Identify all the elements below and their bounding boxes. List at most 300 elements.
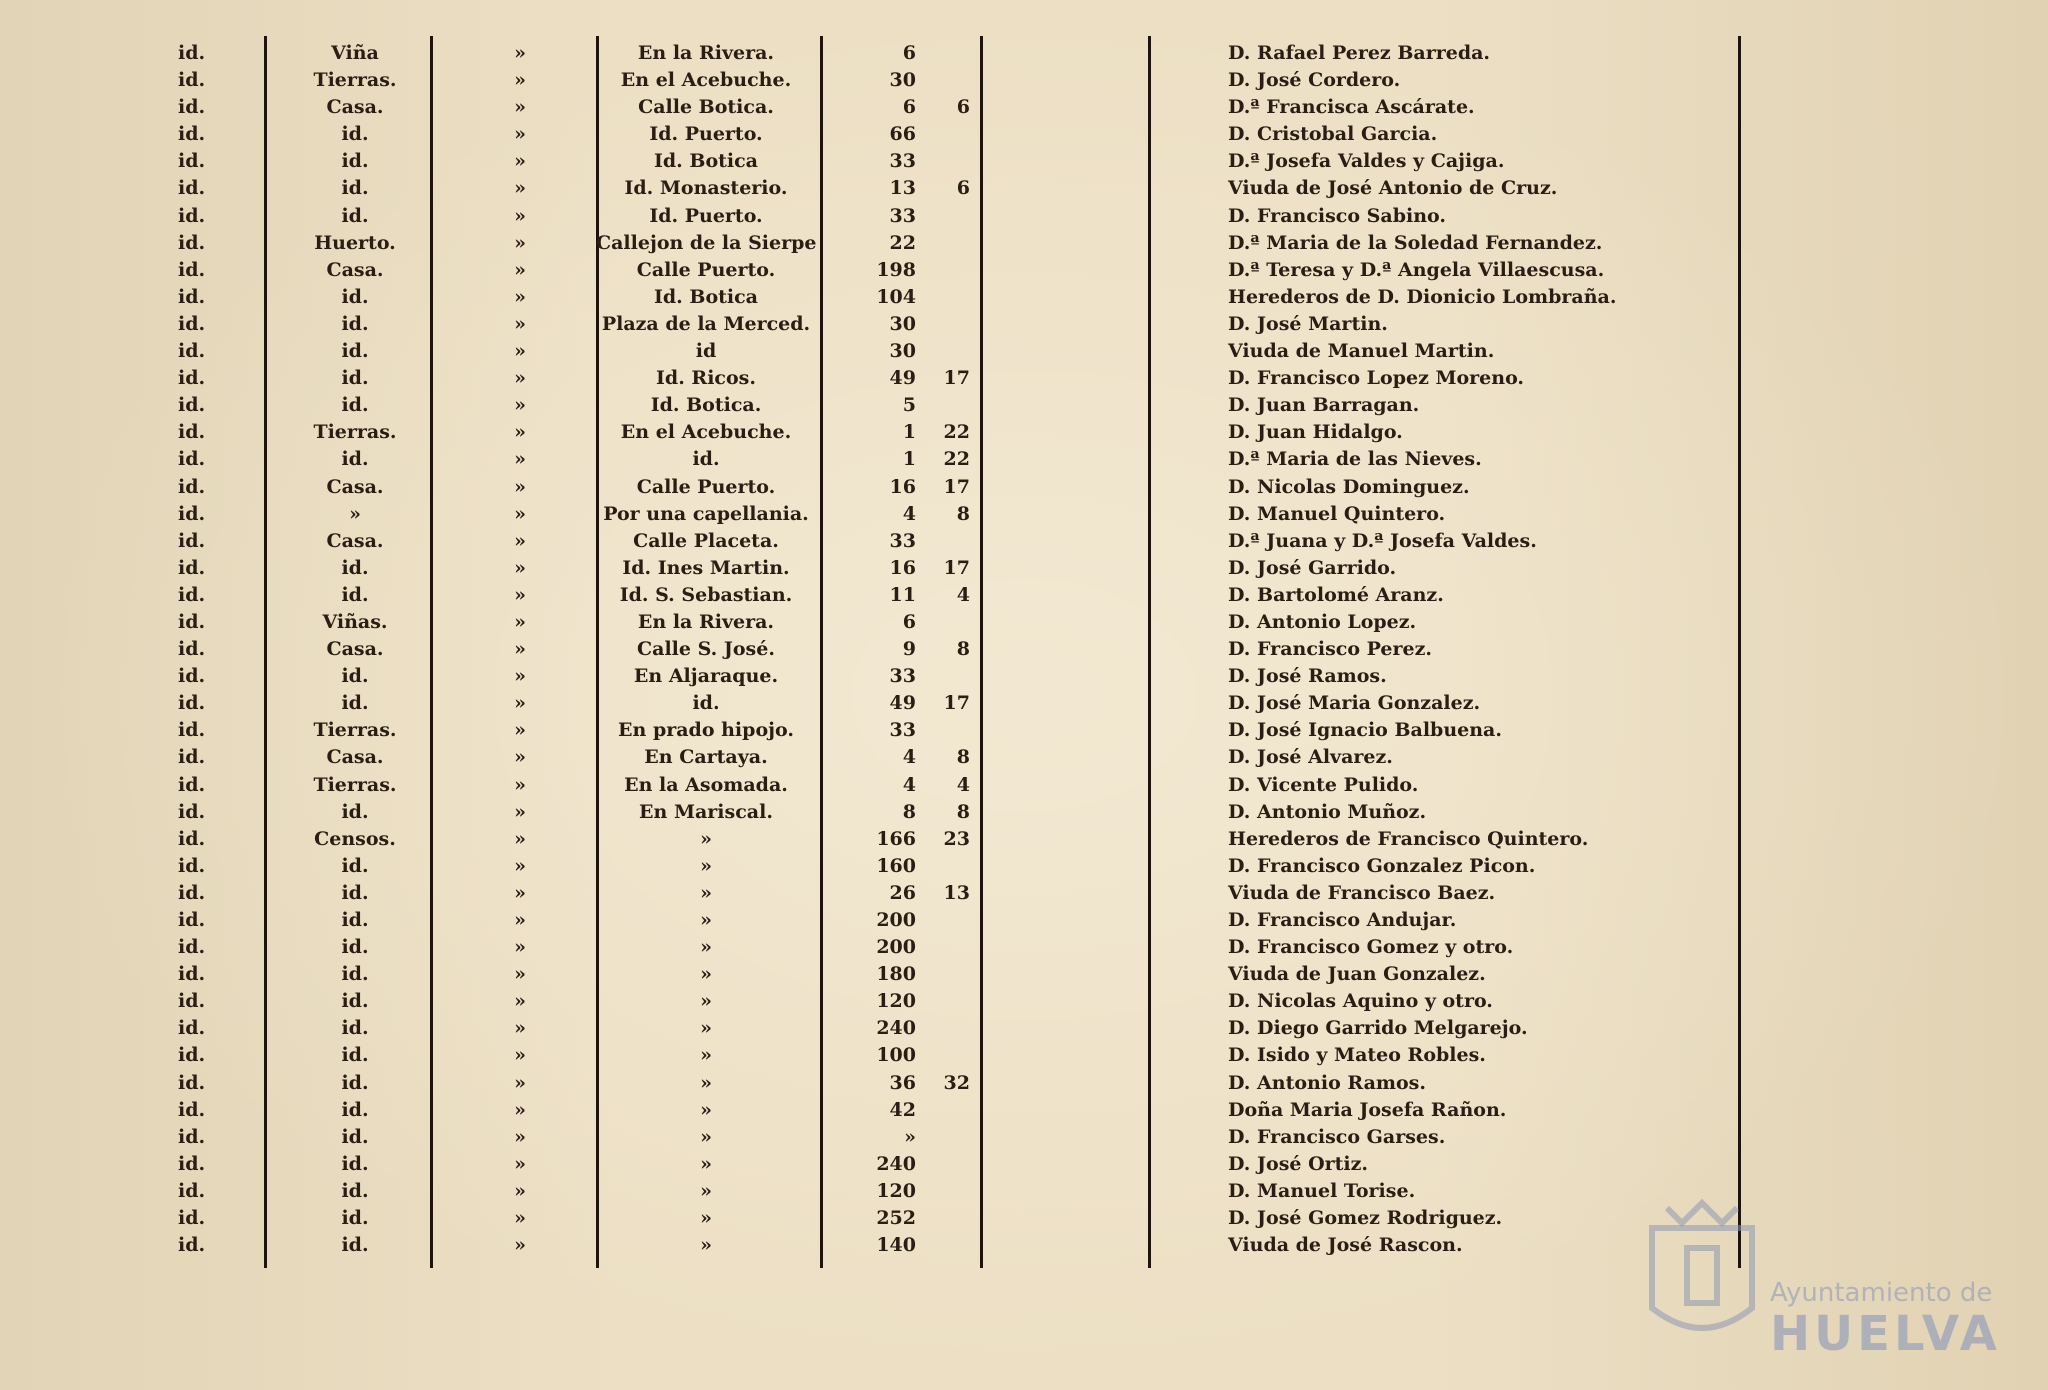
table-row [0,1097,2048,1124]
owner-name-cell: D. Antonio Lopez. [1228,610,1417,633]
owner-name-cell: D. José Gomez Rodriguez. [1228,1207,1503,1230]
row-id-cell: id. [178,773,206,796]
amount-primary-cell: 120 [876,990,916,1013]
property-type-cell: id. [341,150,369,173]
ditto-mark-cell: » [514,123,526,146]
amount-primary-cell: 33 [889,529,916,552]
table-row [0,772,2048,799]
location-cell: » [700,881,712,904]
location-cell: En Cartaya. [644,746,768,769]
owner-name-cell: D. Francisco Gomez y otro. [1228,936,1514,959]
table-row [0,961,2048,988]
amount-primary-cell: 1 [902,421,916,444]
amount-primary-cell: 140 [876,1234,916,1257]
owner-name-cell: Viuda de Francisco Baez. [1228,881,1496,904]
huelva-crest-icon [1632,1188,1772,1358]
location-cell: Id. Botica [653,285,758,308]
location-cell: » [700,1098,712,1121]
amount-secondary-cell: 8 [956,800,970,823]
row-id-cell: id. [178,1044,206,1067]
watermark-city: HUELVA [1770,1306,2001,1362]
location-cell: » [700,909,712,931]
row-id-cell: id. [178,69,206,92]
property-type-cell: id. [341,556,369,579]
location-cell: Calle Puerto. [636,475,776,498]
property-type-cell: id. [341,204,369,227]
amount-primary-cell: 100 [876,1044,916,1067]
location-cell: » [700,1152,712,1175]
location-cell: Id. Ricos. [656,367,756,390]
owner-name-cell: D. Manuel Quintero. [1228,502,1446,525]
table-row [0,744,2048,771]
location-cell: En Mariscal. [639,800,773,823]
table-row [0,988,2048,1015]
property-type-cell: Casa. [326,638,384,661]
location-cell: En el Acebuche. [620,69,792,92]
ledger-table [0,40,2048,1259]
property-type-cell: Huerto. [314,231,396,254]
row-id-cell: id. [178,583,206,606]
property-type-cell: id. [341,312,369,335]
property-type-cell: id. [341,123,369,146]
row-id-cell: id. [178,692,206,715]
owner-name-cell: D. Diego Garrido Melgarejo. [1228,1017,1528,1040]
location-cell: Calle Placeta. [633,529,779,552]
table-row [0,1042,2048,1069]
ditto-mark-cell: » [514,529,526,552]
property-type-cell: id. [341,177,369,200]
owner-name-cell: Doña Maria Josefa Rañon. [1228,1098,1507,1121]
amount-secondary-cell: 6 [956,96,970,119]
ditto-mark-cell: » [514,556,526,579]
amount-primary-cell: 200 [876,909,916,931]
row-id-cell: id. [178,285,206,308]
amount-secondary-cell: 13 [943,881,970,904]
ditto-mark-cell: » [514,638,526,661]
amount-primary-cell: 6 [902,96,916,119]
owner-name-cell: D.ª Maria de la Soledad Fernandez. [1228,231,1603,254]
ditto-mark-cell: » [514,1044,526,1067]
watermark-caption: Ayuntamiento de [1770,1278,1993,1308]
ditto-mark-cell: » [514,177,526,200]
owner-name-cell: D. Rafael Perez Barreda. [1228,42,1491,64]
property-type-cell: Tierras. [313,421,397,444]
property-type-cell: id. [341,881,369,904]
property-type-cell: Viña [331,42,379,64]
amount-primary-cell: 4 [902,746,916,769]
property-type-cell: id. [341,936,369,959]
property-type-cell: id. [341,692,369,715]
owner-name-cell: D. Francisco Gonzalez Picon. [1228,854,1536,877]
location-cell: Id. Botica [653,150,758,173]
property-type-cell: id. [341,285,369,308]
owner-name-cell: Viuda de Juan Gonzalez. [1228,963,1486,986]
location-cell: Plaza de la Merced. [601,312,811,335]
table-row [0,94,2048,121]
amount-secondary-cell: 8 [956,746,970,769]
ditto-mark-cell: » [514,421,526,444]
table-row [0,609,2048,636]
row-id-cell: id. [178,204,206,227]
table-row [0,1151,2048,1178]
location-cell: En la Rivera. [637,610,775,633]
location-cell: » [700,854,712,877]
table-row [0,690,2048,717]
amount-primary-cell: 66 [889,123,916,146]
owner-name-cell: D. Bartolomé Aranz. [1228,583,1444,606]
ditto-mark-cell: » [514,881,526,904]
table-row [0,67,2048,94]
ditto-mark-cell: » [514,610,526,633]
property-type-cell: id. [341,665,369,688]
owner-name-cell: D.ª Juana y D.ª Josefa Valdes. [1228,529,1537,552]
amount-primary-cell: 33 [889,150,916,173]
amount-primary-cell: 33 [889,665,916,688]
ditto-mark-cell: » [514,1234,526,1257]
property-type-cell: Casa. [326,475,384,498]
location-cell: En la Asomada. [624,773,788,796]
owner-name-cell: D. José Ramos. [1228,665,1387,688]
location-cell: » [700,1125,712,1148]
location-cell: » [700,827,712,850]
property-type-cell: id. [341,990,369,1013]
amount-secondary-cell: 4 [956,773,970,796]
ditto-mark-cell: » [514,312,526,335]
location-cell: Por una capellania. [603,502,809,525]
row-id-cell: id. [178,367,206,390]
table-row [0,907,2048,934]
row-id-cell: id. [178,96,206,119]
ditto-mark-cell: » [514,963,526,986]
location-cell: id [695,340,717,363]
ditto-mark-cell: » [514,583,526,606]
location-cell: Id. Botica. [650,394,762,417]
ditto-mark-cell: » [514,42,526,64]
row-id-cell: id. [178,177,206,200]
row-id-cell: id. [178,610,206,633]
ditto-mark-cell: » [514,285,526,308]
property-type-cell: id. [341,800,369,823]
amount-primary-cell: 8 [902,800,916,823]
row-id-cell: id. [178,746,206,769]
row-id-cell: id. [178,502,206,525]
amount-primary-cell: 198 [876,258,916,281]
ditto-mark-cell: » [514,827,526,850]
row-id-cell: id. [178,827,206,850]
ditto-mark-cell: » [514,1179,526,1202]
property-type-cell: Casa. [326,746,384,769]
owner-name-cell: D. Vicente Pulido. [1228,773,1419,796]
location-cell: En Aljaraque. [633,665,779,688]
row-id-cell: id. [178,150,206,173]
amount-primary-cell: 180 [876,963,916,986]
table-row [0,663,2048,690]
location-cell: Calle S. José. [637,638,775,661]
property-type-cell: id. [341,854,369,877]
amount-primary-cell: 5 [902,394,916,417]
table-row [0,1124,2048,1151]
table-row [0,257,2048,284]
owner-name-cell: D. José Ignacio Balbuena. [1228,719,1502,742]
property-type-cell: Tierras. [313,69,397,92]
row-id-cell: id. [178,800,206,823]
table-row [0,582,2048,609]
property-type-cell: Casa. [326,258,384,281]
table-row [0,717,2048,744]
table-row [0,853,2048,880]
row-id-cell: id. [178,421,206,444]
row-id-cell: id. [178,990,206,1013]
location-cell: » [700,1071,712,1094]
table-row [0,501,2048,528]
table-row [0,148,2048,175]
property-type-cell: id. [341,1234,369,1257]
property-type-cell: id. [341,1017,369,1040]
ditto-mark-cell: » [514,909,526,931]
ditto-mark-cell: » [514,1207,526,1230]
owner-name-cell: D. Juan Barragan. [1228,394,1420,417]
owner-name-cell: D. Francisco Garses. [1228,1125,1446,1148]
ditto-mark-cell: » [514,448,526,471]
row-id-cell: id. [178,123,206,146]
amount-secondary-cell: 8 [956,502,970,525]
amount-secondary-cell: 23 [943,827,970,850]
property-type-cell: id. [341,448,369,471]
amount-primary-cell: 30 [889,340,916,363]
amount-primary-cell: 9 [902,638,916,661]
amount-primary-cell: 6 [902,610,916,633]
row-id-cell: id. [178,1071,206,1094]
amount-primary-cell: 240 [876,1152,916,1175]
owner-name-cell: D.ª Teresa y D.ª Angela Villaescusa. [1228,258,1605,281]
owner-name-cell: D. Isido y Mateo Robles. [1228,1044,1486,1067]
row-id-cell: id. [178,340,206,363]
location-cell: » [700,1179,712,1202]
row-id-cell: id. [178,1234,206,1257]
amount-primary-cell: 104 [876,285,916,308]
owner-name-cell: D. Francisco Lopez Moreno. [1228,367,1525,390]
location-cell: » [700,1044,712,1067]
row-id-cell: id. [178,1098,206,1121]
owner-name-cell: D. Cristobal Garcia. [1228,123,1438,146]
amount-secondary-cell: 6 [956,177,970,200]
amount-primary-cell: 33 [889,204,916,227]
amount-primary-cell: 30 [889,312,916,335]
ditto-mark-cell: » [514,204,526,227]
row-id-cell: id. [178,719,206,742]
ditto-mark-cell: » [514,1125,526,1148]
ditto-mark-cell: » [514,936,526,959]
amount-primary-cell: 4 [902,502,916,525]
location-cell: id. [692,448,720,471]
ditto-mark-cell: » [514,367,526,390]
ditto-mark-cell: » [514,231,526,254]
amount-primary-cell: 33 [889,719,916,742]
row-id-cell: id. [178,258,206,281]
property-type-cell: id. [341,394,369,417]
property-type-cell: Casa. [326,529,384,552]
table-row [0,636,2048,663]
amount-primary-cell: 13 [889,177,916,200]
ditto-mark-cell: » [514,1017,526,1040]
property-type-cell: Tierras. [313,773,397,796]
row-id-cell: id. [178,1017,206,1040]
amount-primary-cell: 30 [889,69,916,92]
owner-name-cell: D. Juan Hidalgo. [1228,421,1403,444]
owner-name-cell: Viuda de José Rascon. [1228,1234,1463,1257]
table-row [0,555,2048,582]
owner-name-cell: D. Francisco Perez. [1228,638,1433,661]
location-cell: » [700,990,712,1013]
row-id-cell: id. [178,881,206,904]
amount-primary-cell: 160 [876,854,916,877]
amount-secondary-cell: 8 [956,638,970,661]
owner-name-cell: Herederos de Francisco Quintero. [1228,827,1589,850]
property-type-cell: id. [341,340,369,363]
owner-name-cell: D. Francisco Sabino. [1228,204,1446,227]
amount-primary-cell: » [904,1125,916,1148]
row-id-cell: id. [178,1125,206,1148]
property-type-cell: id. [341,1179,369,1202]
owner-name-cell: D.ª Francisca Ascárate. [1228,96,1475,119]
property-type-cell: » [349,502,361,525]
amount-secondary-cell: 32 [943,1071,970,1094]
property-type-cell: Tierras. [313,719,397,742]
amount-primary-cell: 1 [902,448,916,471]
table-row [0,419,2048,446]
ditto-mark-cell: » [514,692,526,715]
property-type-cell: id. [341,1152,369,1175]
property-type-cell: id. [341,963,369,986]
amount-primary-cell: 36 [889,1071,916,1094]
property-type-cell: Casa. [326,96,384,119]
ditto-mark-cell: » [514,665,526,688]
table-row [0,1015,2048,1042]
row-id-cell: id. [178,1207,206,1230]
ditto-mark-cell: » [514,69,526,92]
property-type-cell: Censos. [314,827,396,850]
location-cell: Id. Puerto. [649,123,763,146]
row-id-cell: id. [178,42,206,64]
ditto-mark-cell: » [514,1152,526,1175]
location-cell: Id. Ines Martin. [622,556,790,579]
row-id-cell: id. [178,963,206,986]
ditto-mark-cell: » [514,340,526,363]
amount-primary-cell: 49 [889,692,916,715]
location-cell: En el Acebuche. [620,421,792,444]
location-cell: Callejon de la Sierpe [596,231,816,254]
row-id-cell: id. [178,638,206,661]
ditto-mark-cell: » [514,800,526,823]
table-row [0,799,2048,826]
row-id-cell: id. [178,475,206,498]
table-row [0,40,2048,67]
amount-primary-cell: 16 [889,475,916,498]
location-cell: » [700,1017,712,1040]
property-type-cell: id. [341,367,369,390]
location-cell: » [700,963,712,986]
row-id-cell: id. [178,936,206,959]
amount-primary-cell: 252 [876,1207,916,1230]
ditto-mark-cell: » [514,854,526,877]
amount-primary-cell: 26 [889,881,916,904]
ditto-mark-cell: » [514,1071,526,1094]
owner-name-cell: D. Antonio Muñoz. [1228,800,1427,823]
location-cell: Id. Monasterio. [624,177,788,200]
row-id-cell: id. [178,665,206,688]
table-row [0,365,2048,392]
owner-name-cell: D. Francisco Andujar. [1228,909,1457,931]
table-row [0,826,2048,853]
amount-secondary-cell: 4 [956,583,970,606]
table-row [0,311,2048,338]
owner-name-cell: Viuda de José Antonio de Cruz. [1228,177,1558,200]
row-id-cell: id. [178,529,206,552]
location-cell: » [700,1234,712,1257]
amount-primary-cell: 22 [889,231,916,254]
location-cell: Calle Botica. [638,96,774,119]
property-type-cell: Viñas. [322,610,388,633]
property-type-cell: id. [341,1125,369,1148]
amount-primary-cell: 120 [876,1179,916,1202]
table-row [0,446,2048,473]
owner-name-cell: D. Nicolas Dominguez. [1228,475,1470,498]
row-id-cell: id. [178,854,206,877]
table-row [0,1070,2048,1097]
property-type-cell: id. [341,1071,369,1094]
property-type-cell: id. [341,1207,369,1230]
table-row [0,528,2048,555]
owner-name-cell: Herederos de D. Dionicio Lombraña. [1228,285,1617,308]
table-row [0,230,2048,257]
amount-primary-cell: 11 [889,583,916,606]
property-type-cell: id. [341,1098,369,1121]
amount-secondary-cell: 22 [943,448,970,471]
owner-name-cell: Viuda de Manuel Martin. [1228,340,1495,363]
owner-name-cell: D. José Martin. [1228,312,1388,335]
row-id-cell: id. [178,448,206,471]
ditto-mark-cell: » [514,1098,526,1121]
amount-primary-cell: 6 [902,42,916,64]
owner-name-cell: D. José Cordero. [1228,69,1401,92]
location-cell: Calle Puerto. [636,258,776,281]
owner-name-cell: D. Nicolas Aquino y otro. [1228,990,1493,1013]
amount-primary-cell: 49 [889,367,916,390]
location-cell: En la Rivera. [637,42,775,64]
owner-name-cell: D. José Ortiz. [1228,1152,1369,1175]
amount-secondary-cell: 17 [943,556,970,579]
row-id-cell: id. [178,1152,206,1175]
ditto-mark-cell: » [514,990,526,1013]
owner-name-cell: D. José Alvarez. [1228,746,1393,769]
amount-primary-cell: 200 [876,936,916,959]
ditto-mark-cell: » [514,258,526,281]
location-cell: En prado hipojo. [618,719,794,742]
owner-name-cell: D. José Maria Gonzalez. [1228,692,1481,715]
table-row [0,934,2048,961]
owner-name-cell: D.ª Maria de las Nieves. [1228,448,1482,471]
property-type-cell: id. [341,583,369,606]
location-cell: Id. Puerto. [649,204,763,227]
amount-secondary-cell: 22 [943,421,970,444]
amount-primary-cell: 4 [902,773,916,796]
amount-secondary-cell: 17 [943,475,970,498]
row-id-cell: id. [178,312,206,335]
owner-name-cell: D. Manuel Torise. [1228,1179,1416,1202]
owner-name-cell: D. Antonio Ramos. [1228,1071,1426,1094]
ditto-mark-cell: » [514,96,526,119]
table-row [0,284,2048,311]
